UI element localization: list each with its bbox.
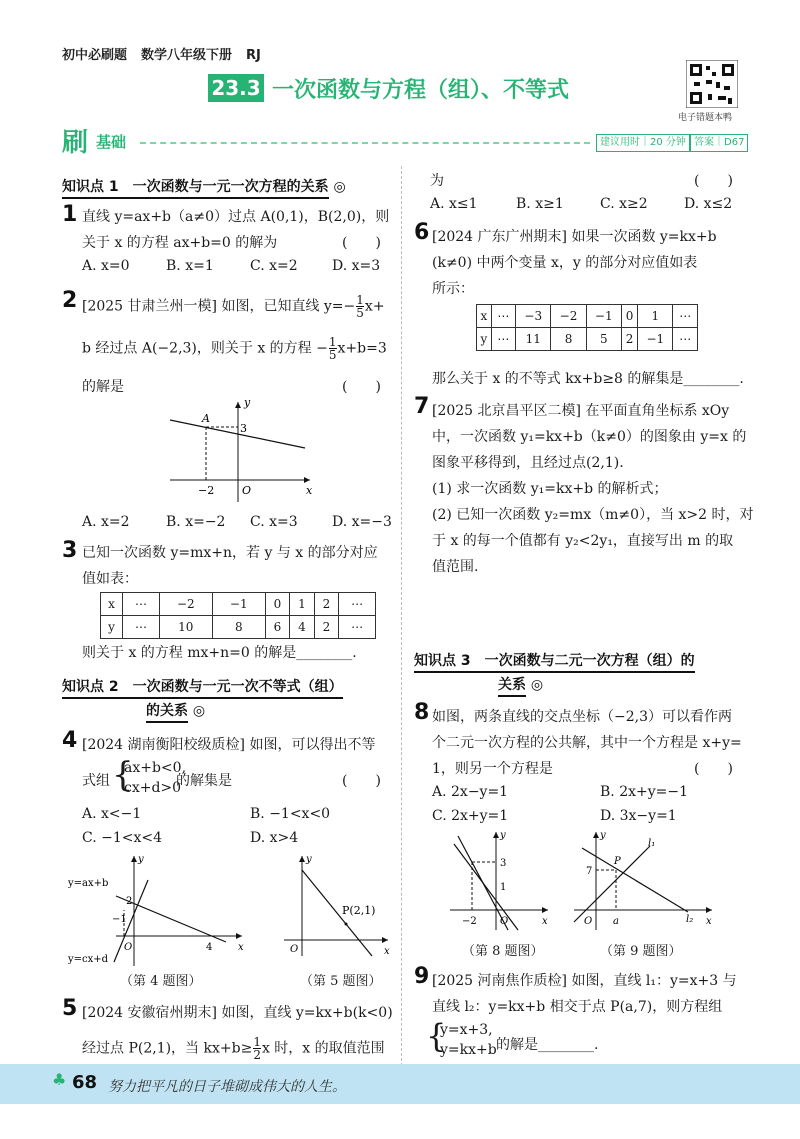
option-d[interactable]: D. x=−3 [332,514,392,530]
tick-label: 4 [206,942,213,953]
option-a[interactable]: A. 2x−y=1 [432,784,509,800]
line-label: l₂ [686,914,694,925]
q2-figure [160,396,320,506]
question-number: 3 [62,538,78,563]
q7-line6: 于 x 的每一个值都有 y₂<2y₁，直接写出 m 的取 [432,533,734,549]
q7-line3: 图象平移得到，且经过点(2,1). [432,455,624,471]
knowledge-point-3: 知识点 3 一次函数与二元一次方程（组）的 [414,650,695,670]
q7-line1: [2025 北京昌平区二模] 在平面直角坐标系 xOy [432,403,730,419]
answer-page: 答案｜D67 [690,134,748,152]
y-label: y [138,854,144,865]
system-eq1: ax+b<0, [124,760,187,776]
q5-line3: 为 [430,173,444,189]
question-number: 8 [414,700,430,725]
fraction: $\frac{1}{5}$ [328,335,337,362]
brace: { [426,1017,447,1055]
table-row: y ⋯ 11 8 5 2 −1 ⋯ [477,328,698,351]
option-b[interactable]: B. 2x+y=−1 [600,784,688,800]
q6-line4: 那么关于 x 的不等式 kx+b≥8 的解集是________. [432,371,744,387]
origin-label: O [242,484,252,497]
q5-line1: [2024 安徽宿州期末] 如图，直线 y=kx+b(k<0) [82,1005,393,1021]
y-arrow [299,856,305,862]
option-a[interactable]: A. x=0 [82,258,130,274]
level-label: 基础 [96,133,127,151]
x-arrow [542,907,548,913]
knowledge-point-1: 知识点 1 一次函数与一元一次方程的关系 ◎ [62,176,346,196]
q6-line3: 所示： [432,281,474,297]
y-label: y [306,854,312,865]
question-number: 5 [62,996,78,1021]
q2-line1: [2025 甘肃兰州一模] 如图，已知直线 y=− $\frac{1}{5}$ x+ [82,293,385,320]
q4-line1: [2024 湖南衡阳校级质检] 如图，可以得出不等 [82,737,376,753]
option-d[interactable]: D. 3x−y=1 [600,808,677,824]
x-label: x [384,946,390,957]
tick-label: 1 [500,882,507,893]
subject-name: 数学八年级下册 [141,48,233,63]
q4-figure [66,850,246,970]
q9-line1: [2025 河南焦作质检] 如图，直线 l₁：y=x+3 与 [432,973,737,989]
question-number: 4 [62,728,78,753]
option-b[interactable]: B. −1<x<0 [250,806,331,822]
option-a[interactable]: A. x≤1 [430,196,478,212]
brace: { [112,755,134,795]
fraction: $\frac{1}{5}$ [356,293,364,320]
table-row: x ⋯ −2 −1 0 1 2 ⋯ [101,593,376,616]
target-icon: ◎ [333,179,346,195]
dashed-divider [140,142,590,144]
y-arrow [235,402,241,408]
x-arrow [382,937,388,943]
line-label: y=ax+b [68,878,109,889]
x-label: x [238,942,244,953]
origin-label: O [500,916,509,927]
column-divider [401,166,402,1066]
option-d[interactable]: D. x≤2 [684,196,733,212]
question-number: 9 [414,964,430,989]
series-name: 初中必刷题 [62,48,128,63]
suggested-time: 建议用时｜20 分钟 [596,134,690,152]
q5-figure [276,850,396,960]
tick-label: 3 [500,858,507,869]
edition-tag: RJ [246,48,261,63]
q4-line2a: 式组 [82,773,110,789]
q7-line4: (1) 求一次函数 y₁=kx+b 的解析式； [432,481,668,497]
q6-line2: (k≠0) 中两个变量 x，y 的部分对应值如表 [432,255,698,271]
line-ax-b [116,896,226,942]
option-c[interactable]: C. −1<x<4 [82,830,163,846]
point-p [345,923,348,926]
q8-figure [444,826,554,936]
tick-label: −2 [462,916,477,927]
q7-line7: 值范围. [432,559,479,575]
tick-label: −2 [198,484,215,497]
table-row: x ⋯ −3 −2 −1 0 1 ⋯ [477,305,698,328]
line-label: y=cx+d [68,954,109,965]
q6-line1: [2024 广东广州期末] 如果一次函数 y=kx+b [432,229,717,245]
x-label: x [706,916,712,927]
q2-line2: b 经过点 A(−2,3)，则关于 x 的方程 − $\frac{1}{5}$ x+b=3 [82,335,387,362]
q9-line3: 的解是________. [496,1037,599,1053]
q5-line2: 经过点 P(2,1)，当 kx+b≥ $\frac{1}{2}$ x 时，x 的取值范围 [82,1035,385,1062]
point-a-label: A [202,412,210,425]
q7-line2: 中，一次函数 y₁=kx+b（k≠0）的图象由 y=x 的 [432,429,747,445]
option-a[interactable]: A. x<−1 [82,806,142,822]
section-title: 一次函数与方程（组）、不等式 [272,78,570,103]
option-c[interactable]: C. x≥2 [600,196,648,212]
q8-line3: 1，则另一个方程是 [432,761,553,777]
line-l2 [582,848,688,912]
question-number: 6 [414,220,430,245]
q2-line3: 的解是 [82,379,124,395]
q8-line2: 个二元一次方程的公共解，其中一个方程是 x+y= [432,735,742,751]
footer-motto: 努力把平凡的日子堆砌成伟大的人生。 [108,1079,346,1095]
table-row: y ⋯ 10 8 6 4 2 ⋯ [101,616,376,639]
q9-line2: 直线 l₂：y=kx+b 相交于点 P(a,7)，则方程组 [432,999,723,1015]
option-a[interactable]: A. x=2 [82,514,130,530]
figure-caption: （第 8 题图） [462,944,544,959]
option-d[interactable]: D. x>4 [250,830,299,846]
x-arrow [236,933,242,939]
q3-line1: 已知一次函数 y=mx+n，若 y 与 x 的部分对应 [82,545,378,561]
tick-label: 3 [240,422,247,435]
x-arrow [706,907,712,913]
q9-figure [568,826,718,936]
question-number: 2 [62,288,78,313]
point-p-label: P [614,856,621,867]
system-eq2: cx+d>0 [124,780,182,796]
q3-line2: 值如表： [82,571,138,587]
q1-line1: 直线 y=ax+b（a≠0）过点 A(0,1)，B(2,0)，则 [82,209,390,225]
question-number: 1 [62,202,78,227]
qr-label: 电子错题本鸭 [678,113,733,123]
tick-label: 7 [586,866,593,877]
system-eq1: y=x+3, [440,1022,493,1038]
y-arrow [131,856,137,862]
answer-bracket[interactable]: ( ) [694,761,733,777]
q7-line5: (2) 已知一次函数 y₂=mx（m≠0），当 x>2 时，对 [432,507,754,523]
point-p-label: P(2,1) [342,904,376,917]
q3-value-table [100,592,376,639]
answer-bracket[interactable]: ( ) [342,235,381,251]
target-icon: ◎ [530,677,544,693]
tick-label: a [613,916,619,927]
figure-caption: （第 9 题图） [600,944,682,959]
q8-line1: 如图，两条直线的交点坐标（−2,3）可以看作两 [432,709,732,725]
fraction: $\frac{1}{2}$ [253,1035,261,1062]
option-c[interactable]: C. x=2 [250,258,298,274]
q4-line2b: 的解集是 [176,773,232,789]
y-arrow [593,832,599,838]
question-number: 7 [414,394,430,419]
book-header [62,44,275,63]
x-label: x [306,484,313,497]
y-label: y [600,830,606,841]
option-c[interactable]: C. 2x+y=1 [432,808,509,824]
brush-logo: 刷 [62,128,89,158]
x-label: x [542,916,548,927]
line-l1 [574,846,650,922]
page-number: 68 [72,1072,98,1093]
q6-value-table [476,304,698,351]
answer-bracket[interactable]: ( ) [694,173,733,189]
system-eq2: y=kx+b [440,1042,497,1058]
section-number: 23.3 [208,74,264,102]
origin-label: O [584,916,593,927]
option-c[interactable]: C. x=3 [250,514,298,530]
answer-bracket[interactable]: ( ) [342,379,381,395]
answer-bracket[interactable]: ( ) [342,773,381,789]
knowledge-point-3-cont: 关系 ◎ [498,674,543,694]
knowledge-point-2-cont: 的关系 ◎ [146,700,205,720]
y-label: y [500,830,506,841]
origin-label: O [290,944,299,955]
option-d[interactable]: D. x=3 [332,258,381,274]
leaf-icon: ♣ [52,1070,67,1089]
figure-caption: （第 5 题图） [300,974,382,989]
y-arrow [493,832,499,838]
figure-caption: （第 4 题图） [120,974,202,989]
origin-label: O [124,942,133,953]
x-arrow [304,477,310,483]
target-icon: ◎ [192,703,206,719]
tick-label: 2 [126,896,133,907]
line-label: l₁ [648,838,656,849]
knowledge-point-2: 知识点 2 一次函数与一元一次不等式（组） [62,676,343,696]
qr-code-icon[interactable] [686,60,738,108]
option-b[interactable]: B. x=−2 [166,514,226,530]
q1-line2: 关于 x 的方程 ax+b=0 的解为 [82,235,278,251]
option-b[interactable]: B. x≥1 [516,196,564,212]
q3-line3: 则关于 x 的方程 mx+n=0 的解是________. [82,645,357,661]
option-b[interactable]: B. x=1 [166,258,214,274]
y-label: y [244,396,251,409]
tick-label: −1 [112,914,127,925]
